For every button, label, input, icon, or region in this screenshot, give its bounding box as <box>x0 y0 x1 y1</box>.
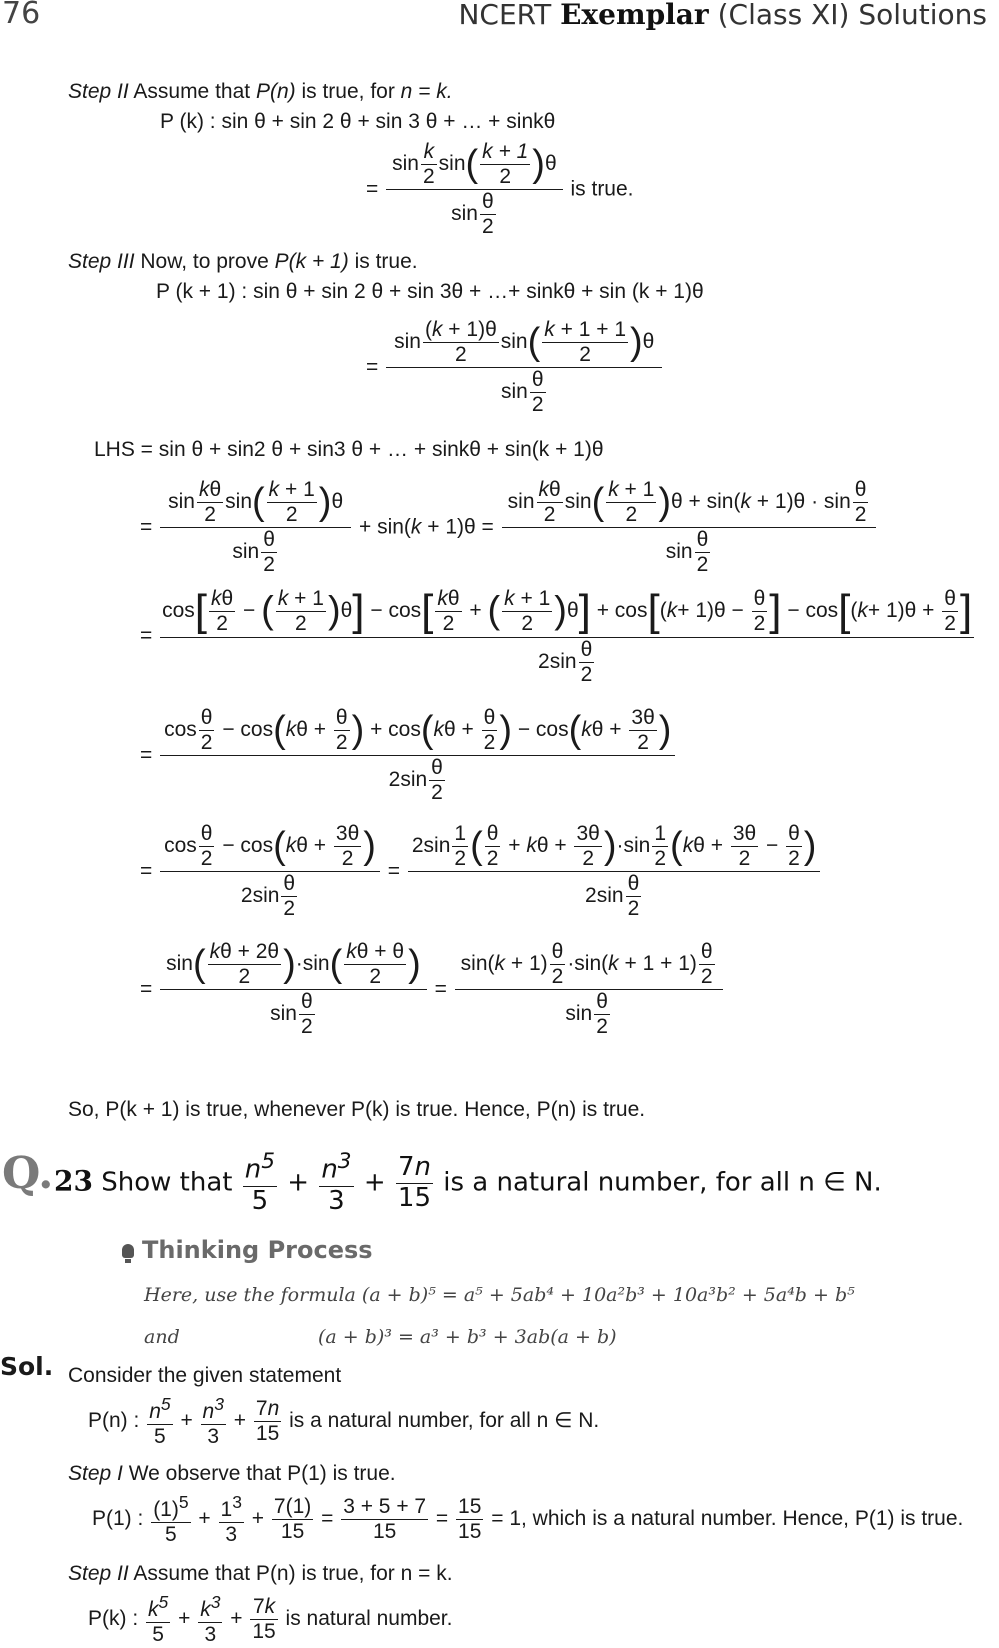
solution-pk-lhs: P(k) : <box>88 1607 139 1631</box>
solution-step1-label: Step I <box>68 1462 123 1485</box>
step2a-text: Assume that <box>128 80 256 103</box>
derivation-line2: = cos[ $\frac{k\theta}{2}$ − ( $\frac{k + 1}{2}$ )θ] − cos[ $\frac{k\theta}{2}$ + ( $\frac{k + 1}{2}$ )θ] + cos[(k+ 1)θ − $\frac{\theta}{2}$ ] − cos[(k+ 1)θ + $\frac{\theta}{2}$ ] 2sin $\frac{\theta}{2}$ <box>140 586 973 686</box>
solution-p1: P(1) : $\frac{(1)^5}{5}$ + $\frac{1^3}{3}$ + $\frac{7(1)}{15}$ = $\frac{3 + 5 + 7}{15}$ = $\frac{15}{15}$ = 1, which is a natural number. Hence, P(1) is true. <box>92 1492 964 1547</box>
solution-label: Sol. <box>0 1352 54 1381</box>
thinking-line1 <box>144 1284 855 1306</box>
step2a-label: Step II <box>68 80 129 103</box>
step3-text: Now, to prove <box>134 250 275 273</box>
solution-pn-lhs: P(n) : <box>88 1409 140 1433</box>
page-number: 76 <box>2 0 41 31</box>
derivation-line4: = cos $\frac{\theta}{2}$ − cos(kθ + $\frac{3\theta}{2}$ ) 2sin $\frac{\theta}{2}$ = 2sin $\frac{1}{2}$ ( $\frac{\theta}{2}$ + kθ + $\frac{3\theta}{2}$ )·sin $\frac{1}{2}$ (kθ + $\frac{3\theta}{2}$ − $\frac{\theta}{2}$ ) 2sin $\frac{\theta}{2}$ <box>140 822 822 922</box>
thinking-line1-prefix: Here, use the formula <box>144 1284 362 1306</box>
solution-step2-label: Step II <box>68 1562 129 1585</box>
solution-step2 <box>68 1562 453 1586</box>
thinking-title-text: Thinking Process <box>142 1236 373 1264</box>
step3-line <box>68 250 418 274</box>
step2a-lhs: P (k) : sin θ + sin 2 θ + sin 3 θ + … + sinkθ <box>160 110 556 133</box>
derivation-line3: = cos $\frac{\theta}{2}$ − cos(kθ + $\frac{\theta}{2}$ ) + cos(kθ + $\frac{\theta}{2}$ ) − cos(kθ + $\frac{3\theta}{2}$ ) 2sin $\frac{\theta}{2}$ <box>140 706 677 806</box>
step3-pk: P(k + 1) <box>274 250 349 273</box>
solution-step2-text: Assume that P(n) is true, for n = k. <box>128 1562 453 1585</box>
step2a-fraction: sin $\frac{k}{2}$ sin( $\frac{k + 1}{2}$ )θ sin $\frac{\theta}{2}$ <box>386 140 563 240</box>
step3-label: Step III <box>68 250 135 273</box>
thinking-title <box>122 1236 373 1264</box>
conclusion: So, P(k + 1) is true, whenever P(k) is true. Hence, P(n) is true. <box>68 1098 646 1121</box>
solution-step1-text: We observe that P(1) is true. <box>122 1462 396 1485</box>
running-header <box>458 0 987 31</box>
step3-lhs: P (k + 1) : sin θ + sin 2 θ + sin 3θ + …+ sinkθ + sin (k + 1)θ <box>156 280 704 303</box>
solution-p1-lhs: P(1) : <box>92 1507 144 1531</box>
solution-step1 <box>68 1462 396 1486</box>
question-text-after: is a natural number, for all n ∈ N. <box>443 1167 882 1198</box>
solution-pn: P(n) : $\frac{n^5}{5}$ + $\frac{n^3}{3}$ + $\frac{7n}{15}$ is a natural number, for all n ∈ N. <box>88 1394 600 1449</box>
question-line: 23 Show that $\frac{n^5}{5}$ + $\frac{n^3}{3}$ + $\frac{7n}{15}$ is a natural number, for all n ∈ N. <box>54 1149 882 1216</box>
step2a-text2: is true, for <box>295 80 401 103</box>
book-prefix: NCERT <box>458 0 561 31</box>
step3-formula: = sin $\frac{(k + 1)\theta}{2}$ sin( $\frac{k + 1 + 1}{2}$ )θ sin $\frac{\theta}{2}$ <box>366 318 664 418</box>
step3-text2: is true. <box>348 250 418 273</box>
solution-intro: Consider the given statement <box>68 1364 342 1387</box>
thinking-formula2: (a + b)³ = a³ + b³ + 3ab(a + b) <box>318 1326 617 1348</box>
question-text-before: Show that <box>92 1167 241 1198</box>
solution-pk: P(k) : $\frac{k^5}{5}$ + $\frac{k^3}{3}$ + $\frac{7k}{15}$ is natural number. <box>88 1592 453 1647</box>
solution-p1-tail: = 1, which is a natural number. Hence, P(1) is true. <box>485 1507 964 1531</box>
question-number: 23 <box>54 1164 93 1198</box>
lightbulb-icon <box>122 1244 134 1258</box>
book-bold: Exemplar <box>560 0 709 31</box>
step2a-formula: = sin $\frac{k}{2}$ sin( $\frac{k + 1}{2}$ )θ sin $\frac{\theta}{2}$ is true. <box>366 140 634 239</box>
solution-pk-tail: is natural number. <box>279 1607 453 1631</box>
derivation-line1: = sin $\frac{k\theta}{2}$ sin( $\frac{k + 1}{2}$ )θ sin $\frac{\theta}{2}$ + sin(k + 1)θ = sin $\frac{k\theta}{2}$ sin( $\frac{k + 1}{2}$ )θ + sin(k + 1)θ · sin $\frac{\theta}{2}$ sin $\frac{\theta}{2}$ <box>140 478 878 578</box>
lhs-line: LHS = sin θ + sin2 θ + sin3 θ + … + sinkθ + sin(k + 1)θ <box>94 438 604 461</box>
solution-pn-tail: is a natural number, for all n ∈ N. <box>283 1409 600 1433</box>
step2a-pn: P(n) <box>255 80 296 103</box>
step2a-line <box>68 80 453 104</box>
derivation-line5: = sin( $\frac{k\theta + 2\theta}{2}$ )·sin( $\frac{k\theta + \theta}{2}$ ) sin $\frac{\theta}{2}$ = sin(k + 1) $\frac{\theta}{2}$ ·sin(k + 1 + 1) $\frac{\theta}{2}$ sin $\frac{\theta}{2}$ <box>140 940 725 1040</box>
book-suffix: (Class XI) Solutions <box>708 0 987 31</box>
thinking-formula1: (a + b)⁵ = a⁵ + 5ab⁴ + 10a²b³ + 10a³b² + 5a⁴b + b⁵ <box>361 1284 855 1306</box>
step2a-cond: n = k. <box>400 80 453 103</box>
question-label: Q. <box>2 1148 54 1199</box>
thinking-line2-prefix: and <box>144 1326 180 1348</box>
